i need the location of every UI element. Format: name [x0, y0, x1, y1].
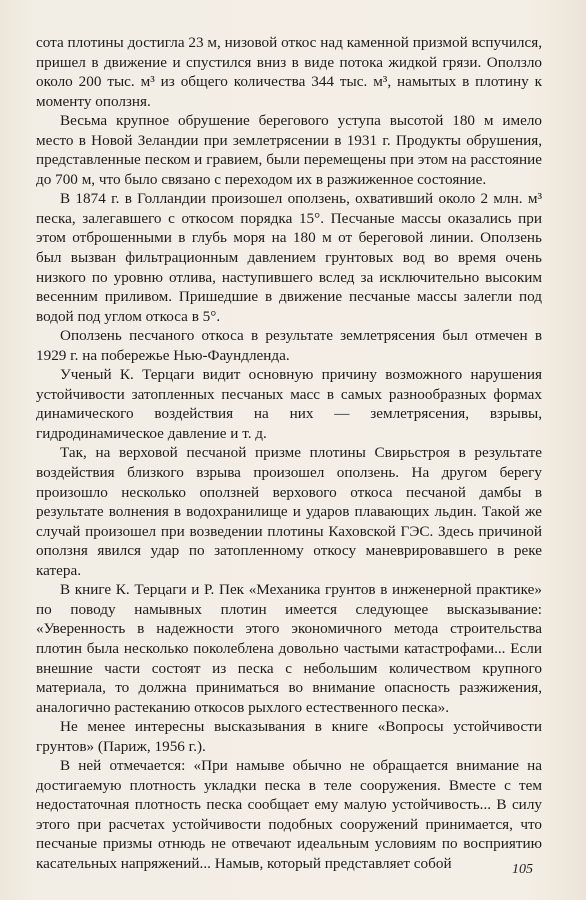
paragraph-terzaghi-peck-quote: В книге К. Терцаги и Р. Пек «Механика грунтов в инженерной практике» по поводу намывных плотин имеется следующее высказывание: «Уверенность в надежности этого экономичного метода строительства плотин была несколько поколеблена довольно частыми катастрофами... Если внешние части состоят из песка с небольшим количеством крупного материала, то должна приниматься во внимание опасность разжижения, аналогично растеканию откосов рыхлого естественного песка». — [36, 581, 542, 716]
paragraph-svirstroy: Так, на верховой песчаной призме плотины Свирьстроя в результате воздействия близкого взрыва произошел оползень. На другом берегу произошло несколько оползней верхового откоса песчаной дамбы в результате волнения в водохранилище и ударов плавающих льдин. Такой же случай произошел при возведении плотины Каховской ГЭС. Здесь причиной оползня явился удар по затопленному откосу маневрировавшего в реке катера. — [36, 444, 542, 579]
paragraph-new-zealand: Весьма крупное обрушение берегового уступа высотой 180 м имело место в Новой Зеландии при землетрясении в 1931 г. Продукты обрушения, представленные песком и гравием, были перемещены при этом на расстояние до 700 м, что было связано с переходом их в разжиженное состояние. — [36, 112, 542, 188]
paragraph-holland: В 1874 г. в Голландии произошел оползень, охвативший около 2 млн. м³ песка, залегавшего с откосом порядка 15°. Песчаные массы оказались при этом отброшенными в глубь моря на 180 м от береговой линии. Оползень был вызван фильтрационным давлением грунтовых вод во время очень низкого по уровню отлива, наступившего вслед за исключительно высоким весенним приливом. Пришедшие в движение песчаные массы залегли под водой под углом откоса в 5°. — [36, 190, 542, 325]
paragraph-soil-stability-book: Не менее интересны высказывания в книге «Вопросы устойчивости грунтов» (Париж, 1956 г.). — [36, 718, 542, 755]
page-number: 105 — [512, 862, 533, 877]
page-body-text — [36, 33, 542, 874]
paragraph-hydraulic-fill-quote: В ней отмечается: «При намыве обычно не обращается внимание на достигаемую плотность укладки песка в теле сооружения. Вместе с тем недостаточная плотность песка сообщает ему малую устойчивость... В силу этого при расчетах устойчивости подобных сооружений принимается, что песчаные призмы отнюдь не отвечают идеальным условиям по восприятию касательных напряжений... Намыв, который представляет собой — [36, 757, 542, 872]
paragraph-continuation: сота плотины достигла 23 м, низовой откос над каменной призмой вспучился, пришел в движение и спустился вниз в виде потока жидкой грязи. Оползло около 200 тыс. м³ из общего количества 344 тыс. м³, намытых в плотину к моменту оползня. — [36, 34, 542, 110]
paragraph-newfoundland: Оползень песчаного откоса в результате землетрясения был отмечен в 1929 г. на побережье Нью-Фаундленда. — [36, 327, 542, 364]
paragraph-terzaghi: Ученый К. Терцаги видит основную причину возможного нарушения устойчивости затопленных песчаных масс в самых разнообразных формах динамического воздействия на них — землетрясения, взрывы, гидродинамическое давление и т. д. — [36, 366, 542, 442]
